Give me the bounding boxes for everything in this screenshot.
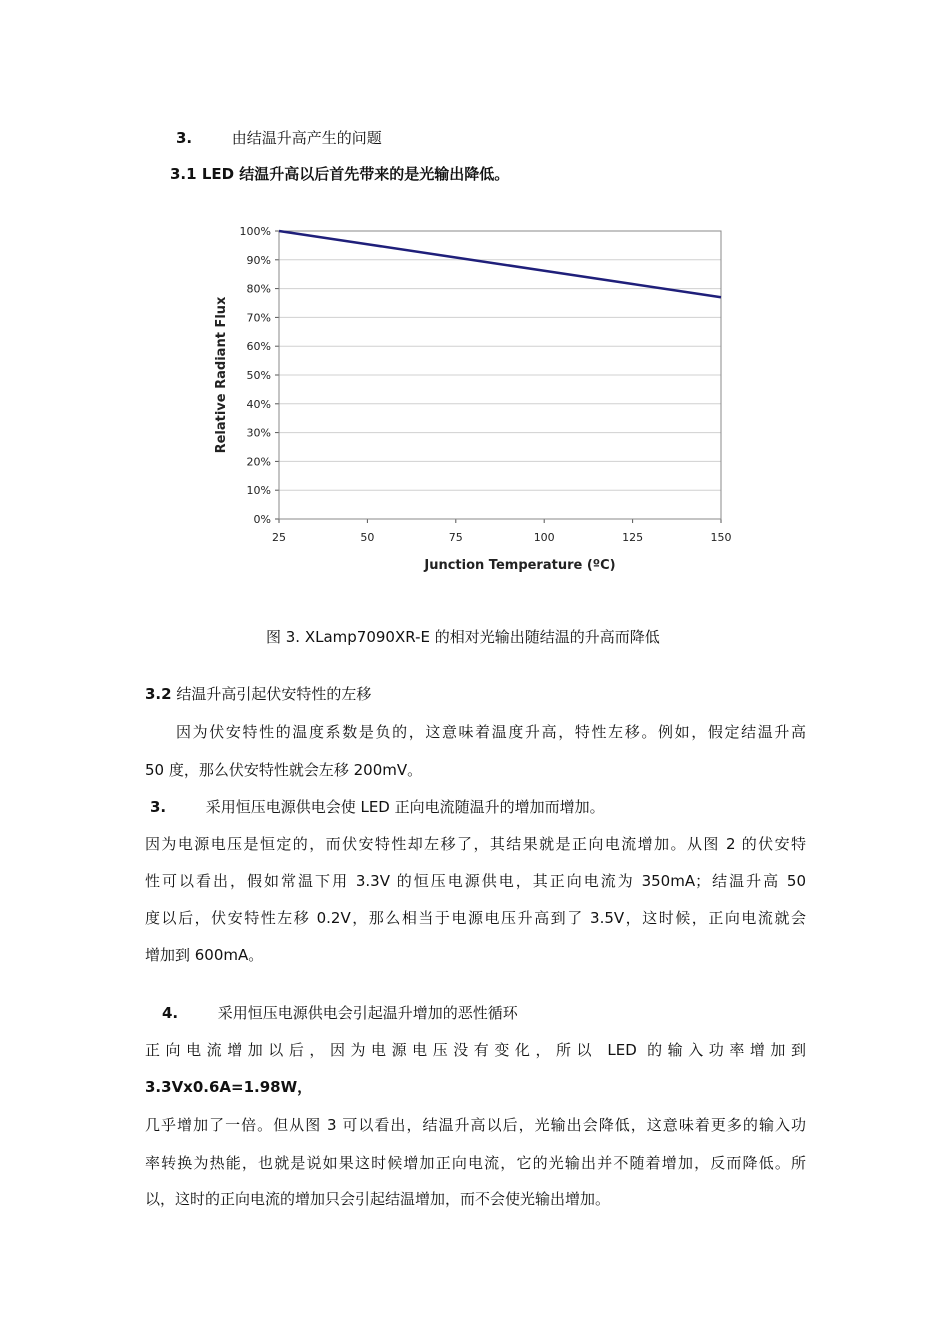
section-title: LED 结温升高以后首先带来的是光输出降低。	[201, 165, 510, 183]
x-tick-label: 150	[710, 531, 732, 544]
y-tick-label: 40%	[246, 397, 271, 411]
section-number: 3.2	[145, 685, 172, 703]
y-tick-label: 70%	[246, 311, 271, 325]
paragraph-3-line-2: 3.3Vx0.6A=1.98W，	[145, 1078, 313, 1096]
section-number: 3.	[176, 129, 193, 147]
paragraph-2-line-3: 度以后，伏安特性左移 0.2V，那么相当于电源电压升高到了 3.5V，这时候，正向电流就会	[145, 909, 806, 927]
y-tick-label: 100%	[239, 225, 271, 238]
y-tick-label: 0%	[253, 513, 271, 526]
y-tick-label: 50%	[246, 369, 271, 382]
paragraph-2-line-1: 因为电源电压是恒定的，而伏安特性却左移了，其结果就是正向电流增加。从图 2 的伏安特	[145, 835, 806, 853]
y-tick-label: 30%	[246, 426, 271, 440]
section-number: 4.	[162, 1004, 179, 1022]
section-title: 由结温升高产生的问题	[231, 129, 382, 147]
section-title: 采用恒压电源供电会引起温升增加的恶性循环	[217, 1004, 518, 1022]
figure-caption: 图 3. XLamp7090XR-E 的相对光输出随结温的升高而降低	[266, 628, 660, 646]
paragraph-2-line-4: 增加到 600mA。	[145, 946, 264, 964]
y-tick-label: 60%	[246, 340, 271, 354]
y-axis-title: Relative Radiant Flux	[214, 296, 229, 454]
section-4-heading	[162, 1003, 518, 1023]
section-3-2-heading	[145, 684, 371, 704]
flux-chart-svg	[200, 215, 750, 585]
x-tick-label: 25	[272, 531, 286, 544]
y-tick-label: 10%	[246, 484, 271, 498]
section-3-heading	[176, 128, 382, 148]
section-number: 3.1	[170, 165, 197, 183]
flux-chart	[200, 215, 750, 585]
paragraph-3-line-1: 正向电流增加以后，因为电源电压没有变化，所以 LED 的输入功率增加到	[145, 1041, 806, 1059]
x-tick-label: 50	[360, 531, 375, 544]
x-tick-label: 100	[533, 531, 555, 544]
section-3-1-heading	[170, 164, 509, 184]
x-tick-label: 75	[448, 531, 463, 544]
paragraph-4-line-1: 几乎增加了一倍。但从图 3 可以看出，结温升高以后，光输出会降低，这意味着更多的输入功	[145, 1116, 806, 1134]
paragraph-1-line-1: 因为伏安特性的温度系数是负的，这意味着温度升高，特性左移。例如，假定结温升高	[176, 723, 806, 741]
paragraph-2-line-2: 性可以看出，假如常温下用 3.3V 的恒压电源供电，其正向电流为 350mA；结温升高 50	[145, 872, 806, 890]
paragraph-4-line-2: 率转换为热能，也就是说如果这时候增加正向电流，它的光输出并不随着增加，反而降低。所	[145, 1154, 806, 1172]
x-tick-label: 125	[622, 531, 644, 544]
y-tick-label: 20%	[246, 455, 271, 469]
x-axis-title: Junction Temperature (ºC)	[424, 558, 616, 573]
section-title: 采用恒压电源供电会使 LED 正向电流随温升的增加而增加。	[205, 798, 605, 816]
section-number: 3.	[150, 798, 167, 816]
paragraph-4-line-3: 以，这时的正向电流的增加只会引起结温增加，而不会使光输出增加。	[145, 1190, 611, 1208]
y-tick-label: 80%	[246, 282, 271, 296]
series-line	[279, 231, 721, 297]
paragraph-1-line-2: 50 度，那么伏安特性就会左移 200mV。	[145, 761, 423, 779]
y-tick-label: 90%	[246, 253, 271, 267]
section-title: 结温升高引起伏安特性的左移	[176, 685, 372, 703]
section-3b-heading	[150, 797, 605, 817]
